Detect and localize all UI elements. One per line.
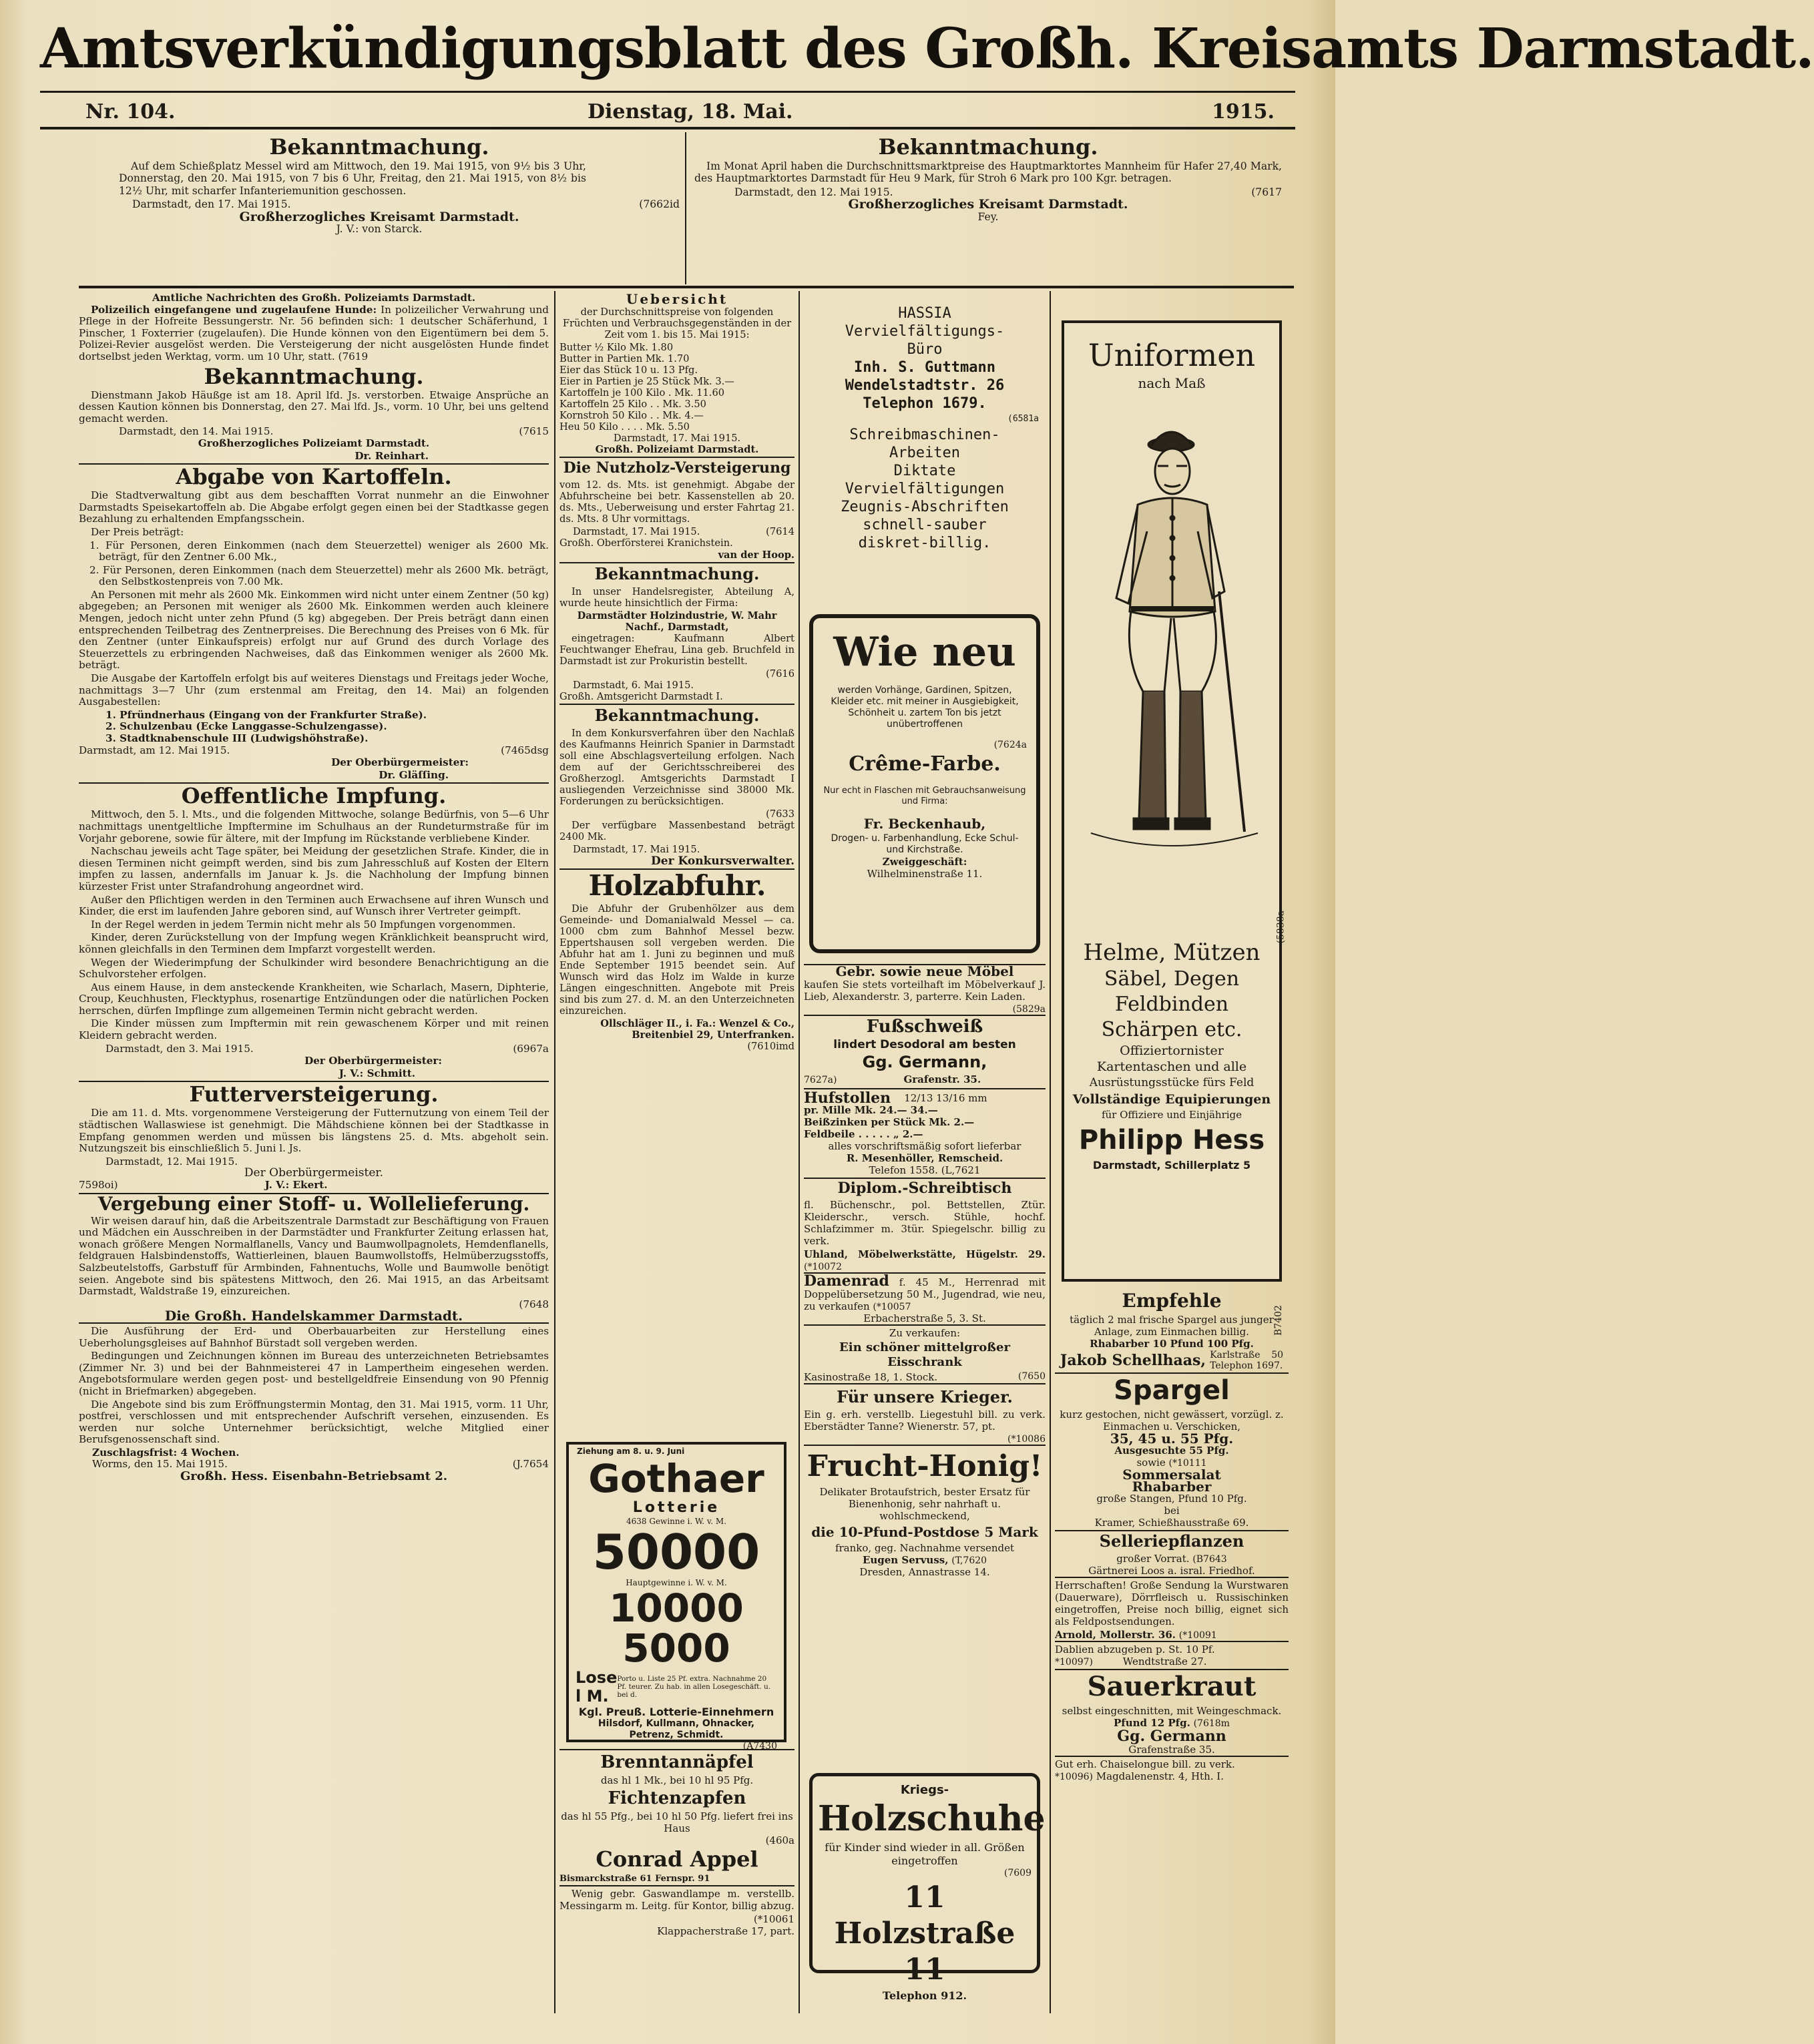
sauer-addr: Grafenstraße 35. — [1128, 1744, 1215, 1756]
eisenbahn-authority: Großh. Hess. Eisenbahn-Betriebsamt 2. — [180, 1469, 448, 1484]
fuss-heading: Fußschweiß — [804, 1015, 1046, 1037]
hassia-l11: Zeugnis-Abschriften — [841, 499, 1009, 515]
holz-body: Die Abfuhr der Grubenhölzer aus dem Gemeinde- und Domanialwald Messel — ca. 1000 cbm zum Bahnhof Messel bezw. Eppertshausen soll vergeben werden. Die Abfuhr hat am 1. Juni zu beginnen und muß Ende September 1915 beendet sein. Auf Wunsch wird das Holz im Walde in kurze Längen eingeschnitten. Angebote mit Preis sind bis zum 27. d. M. an den Unterzeichneten einzureichen. — [559, 903, 795, 1017]
vergebung-ref: (7648 — [519, 1298, 549, 1310]
sauer-line: Pfund 12 Pfg. — [1114, 1717, 1190, 1729]
wieneu-body: werden Vorhänge, Gardinen, Spitzen, Kleider etc. mit meiner in Ausgiebigkeit, Schönheit u. zartem Ton bis jetzt unübertroffenen — [831, 685, 1019, 730]
top-right-place-text: Darmstadt, den 12. Mai 1915. — [734, 186, 893, 198]
masthead-rule-top — [40, 91, 1295, 93]
kartoffeln-s2: 2. Schulzenbau (Ecke Langgasse-Schulzengasse). — [105, 720, 387, 733]
hassia-ref: (6581a — [1007, 414, 1039, 424]
spargel-ad-side-ref: B7402 — [1273, 1305, 1285, 1336]
konkurs-body2: Der verfügbare Massenbestand beträgt 2400 Mk. — [559, 820, 795, 842]
impfung-body6: Wegen der Wiederimpfung der Schulkinder wird besondere Benachrichtigung an die Schulvorsteher erfolgen. — [79, 956, 549, 981]
lotterie-m1: 10000 — [609, 1585, 744, 1631]
tanne-ad — [559, 1749, 795, 1937]
impfung-body7: Aus einem Hause, in dem ansteckende Krankheiten, wie Scharlach, Masern, Diphterie, Croup, Keuchhusten, Flecktyphus, rosenartige Entzündungen oder die natürlichen Pocken herrschen, dürfen Impflinge zum allgemeinen Termin nicht gebracht werden. — [79, 981, 549, 1017]
honig-body: Delikater Brotaufstrich, bester Ersatz für Bienenhonig, sehr nahrhaft u. wohlschmeckend, — [819, 1486, 1030, 1522]
uniform-sub: nach Maß — [1138, 375, 1206, 391]
top-left-heading: Bekanntmachung. — [269, 134, 489, 160]
honig-firm: Eugen Servuss, — [862, 1554, 949, 1566]
kartoffeln-place — [79, 745, 549, 757]
nutzholz-place: Darmstadt, 17. Mai 1915. — [573, 526, 700, 537]
spargel2-addr: Kramer, Schießhausstraße 69. — [1094, 1517, 1249, 1529]
hassia-l6: Telephon 1679. — [863, 395, 987, 412]
col-divider-3 — [1050, 291, 1051, 2013]
lotterie-lose-row — [569, 1668, 784, 1706]
kartoffeln-body3: Die Ausgabe der Kartoffeln erfolgt bis auf weiteres Dienstags und Freitags jeder Woche, nachmittags 3—7 Uhr (zum erstenmal am Freitag, den 14. Mai) an folgenden Ausgabestellen: — [79, 672, 549, 708]
dablin-block — [1055, 1641, 1289, 1668]
top-left-place-text: Darmstadt, den 17. Mai 1915. — [132, 198, 291, 211]
schreib-ref: (*10072 — [804, 1262, 842, 1272]
tanne-lampe: Wenig gebr. Gaswandlampe m. verstellb. Messingarm m. Leitg. für Kontor, billig abzug. — [559, 1885, 795, 1912]
uniform-ref: (5838a — [1275, 911, 1286, 944]
uniform-l1: Helme, Mützen — [1083, 939, 1261, 966]
huf-tel-row — [804, 1164, 1046, 1176]
uniform-l2: Säbel, Degen — [1104, 967, 1240, 991]
kartoffeln-p1: 1. Für Personen, deren Einkommen (nach dem Steuerzettel) weniger als 2600 Mk. beträgt, für den Zentner 6.00 Mk., — [89, 539, 549, 563]
spargel2-body: kurz gestochen, nicht gewässert, vorzügl. z. Einmachen u. Verschicken, — [1060, 1409, 1284, 1433]
dienstmann-signer: Dr. Reinhart. — [355, 449, 429, 462]
wieneu-note: Nur echt in Flaschen mit Gebrauchsanweisung und Firma: — [823, 786, 1026, 806]
top-left-signer: J. V.: von Starck. — [336, 223, 423, 236]
uebersicht-row: Kartoffeln je 100 Kilo . Mk. 11.60 — [559, 387, 725, 399]
uebersicht-authority: Großh. Polizeiamt Darmstadt. — [595, 444, 759, 455]
dienstmann-authority: Großherzogliches Polizeiamt Darmstadt. — [198, 437, 430, 449]
chaise-ref: *10096) — [1055, 1772, 1093, 1782]
gross-block — [804, 1324, 1046, 1383]
hassia-l12: schnell-sauber — [863, 517, 987, 533]
impfung-ref: (6967a — [513, 1042, 549, 1055]
chaise-block — [1055, 1756, 1289, 1782]
dablin-addr: Wendtstraße 27. — [1122, 1655, 1207, 1668]
spargel2-sowie: sowie — [1136, 1457, 1166, 1469]
top-left-body: Auf dem Schießplatz Messel wird am Mittwoch, den 19. Mai 1915, von 9½ bis 3 Uhr, Donnerstag, den 20. Mai 1915, von 7 bis 6 Uhr, Freitag, den 21. Mai 1915, von 8½ bis 12½ Uhr, mit scharfer Infanteriemunition geschossen. — [119, 160, 586, 197]
tanne-firm: Conrad Appel — [596, 1846, 758, 1872]
lotterie-m2: 5000 — [622, 1625, 730, 1671]
column-1 — [79, 292, 549, 1483]
holzschuhe-heading: Holzschuhe — [818, 1798, 1046, 1839]
chaise-body: Gut erh. Chaiselongue bill. zu verk. — [1055, 1758, 1235, 1770]
nutzholz-signer: van der Hoop. — [718, 549, 795, 561]
impfung-body3: Außer den Pflichtigen werden in den Terminen auch Erwachsene auf ihren Wunsch und Kinder, die erst im laufenden Jahre geboren sind, auf Wunsch ihrer Vertreter geimpft. — [79, 893, 549, 918]
impfung-body4: In der Regel werden in jedem Termin nicht mehr als 50 Impfungen vorgenommen. — [91, 918, 516, 931]
uebersicht-row: Kornstroh 50 Kilo . . Mk. 4.— — [559, 410, 704, 421]
hassia-l1: HASSIA — [898, 305, 951, 322]
lotterie-haupt: Hauptgewinne i. W. v. M. — [626, 1578, 727, 1587]
uebersicht-row: Heu 50 Kilo . . . . Mk. 5.50 — [559, 421, 690, 433]
kartoffeln-p2: 2. Für Personen, deren Einkommen (nach dem Steuerzettel) mehr als 2600 Mk. beträgt, den Selbstkostenpreis von 7.00 Mk. — [89, 563, 549, 588]
uniform-heading: Uniformen — [1088, 337, 1256, 373]
lotterie-date: Ziehung am 8. u. 9. Juni — [577, 1447, 685, 1456]
column-3 — [804, 963, 1046, 1578]
hassia-l5: Wendelstadtstr. 26 — [845, 377, 1005, 394]
hassia-l7: Schreibmaschinen- — [849, 427, 1000, 443]
dienstmann-place-text: Darmstadt, den 14. Mai 1915. — [119, 425, 274, 438]
holzschuhe-addr: 11 Holzstraße 11 — [834, 1880, 1015, 1987]
wieneu-branch-addr: Wilhelminenstraße 11. — [867, 868, 983, 880]
dienstmann-heading: Bekanntmachung. — [204, 363, 424, 389]
handel-ref: (7616 — [766, 668, 795, 680]
police-title: Amtliche Nachrichten des Großh. Polizeiamts Darmstadt. — [152, 292, 475, 304]
wieneu-product: Crême-Farbe. — [849, 752, 1001, 776]
top-right-notice — [694, 134, 1282, 223]
moebel-ref: (5829a — [1012, 1004, 1046, 1015]
honig-offer: die 10-Pfund-Postdose 5 Mark — [811, 1524, 1038, 1540]
tanne-line2: das hl 55 Pfg., bei 10 hl 50 Pfg. liefert frei ins Haus — [561, 1810, 793, 1834]
handel-place: Darmstadt, 6. Mai 1915. — [573, 680, 694, 691]
holzschuhe-ref: (7609 — [1003, 1868, 1032, 1878]
dienstmann-ref: (7615 — [519, 425, 549, 438]
top-right-heading: Bekanntmachung. — [878, 134, 1098, 160]
dablin-ref: *10097) — [1055, 1657, 1093, 1668]
honig-ref: (T,7620 — [951, 1555, 987, 1566]
rad-ref: (*10057 — [873, 1302, 911, 1312]
uebersicht-intro: der Durchschnittspreise von folgenden Früchten und Verbrauchsgegenständen in der Zeit vom 1. bis 15. Mai 1915: — [562, 306, 792, 340]
uniform-l9: für Offiziere und Einjährige — [1101, 1109, 1242, 1121]
lotterie-ad — [566, 1442, 786, 1752]
wieneu-ref: (7624a — [993, 740, 1027, 750]
uniform-addr: Darmstadt, Schillerplatz 5 — [1092, 1159, 1251, 1172]
tanne-lampe-addr: Klappacherstraße 17, part. — [657, 1925, 795, 1937]
wieneu-ad — [809, 614, 1040, 953]
gross-addr: Kasinostraße 18, 1. Stock. — [804, 1371, 938, 1383]
sauer-firm: Gg. Germann — [1117, 1728, 1226, 1745]
hassia-l2: Vervielfältigungs- — [845, 323, 1005, 340]
fuss-body: lindert Desodoral am besten — [833, 1038, 1016, 1051]
herrschaften-body: Herrschaften! Große Sendung la Wurstwaren (Dauerware), Dörrfleisch u. Russischinken eingetroffen, Preise noch billig, eignet sich als Feldpostsendungen. — [1055, 1577, 1289, 1627]
hassia-l13: diskret-billig. — [858, 535, 991, 551]
sauer-body: selbst eingeschnitten, mit Weingeschmack. — [1062, 1705, 1282, 1717]
lotterie-lose: Lose l M. — [576, 1668, 618, 1706]
sauer-heading: Sauerkraut — [1055, 1669, 1289, 1704]
eisenbahn-body1: Die Ausführung der Erd- und Oberbauarbeiten zur Herstellung eines Ueberholungsgleises auf Bahnhof Bürstadt soll vergeben werden. — [79, 1322, 549, 1349]
handel-heading: Bekanntmachung. — [559, 562, 795, 585]
wieneu-firm2: Drogen- u. Farbenhandlung, Ecke Schul- und Kirchstraße. — [831, 833, 1019, 855]
honig-block — [804, 1445, 1046, 1578]
huf-l2: Beißzinken per Stück Mk. 2.— — [804, 1116, 975, 1128]
nutzholz-heading: Die Nutzholz-Versteigerung — [559, 457, 795, 478]
wieneu-firm: Fr. Beckenhaub, — [863, 816, 986, 832]
impfung-signer: J. V.: Schmitt. — [338, 1067, 415, 1079]
column-4 — [1055, 1288, 1289, 1782]
holz-ref: (7610imd — [747, 1041, 795, 1052]
gross-heading: Ein schöner mittelgroßer Eisschrank — [839, 1340, 1010, 1369]
eisenbahn-ref: (J.7654 — [512, 1458, 549, 1471]
police-ref: (7619 — [338, 350, 369, 362]
uebersicht-row: Kartoffeln 25 Kilo . . Mk. 3.50 — [559, 399, 706, 410]
holzschuhe-pre: Kriegs- — [900, 1783, 949, 1797]
top-right-signer: Fey. — [977, 210, 999, 223]
lotterie-ref: (A7430 — [742, 1741, 777, 1752]
herrschaften-ref: (*10091 — [1178, 1630, 1217, 1641]
huf-sizes: 12/13 13/16 mm — [904, 1092, 987, 1104]
holzschuhe-ad — [809, 1773, 1046, 2002]
krieger-ref: (*10086 — [1007, 1434, 1046, 1445]
issue-year: 1915. — [1212, 100, 1275, 123]
schreib-heading: Diplom.-Schreibtisch — [804, 1178, 1046, 1198]
top-divider — [685, 132, 686, 284]
fuss-firm: Gg. Germann, — [862, 1053, 987, 1071]
uebersicht-rows — [559, 342, 795, 433]
rad-heading: Damenrad — [804, 1272, 889, 1290]
spargel2-prices: 35, 45 u. 55 Pfg. — [1110, 1431, 1234, 1447]
dienstmann-place — [79, 426, 549, 438]
krieger-body: Ein g. erh. verstellb. Liegestuhl bill. zu verk. Eberstädter Tanne? Wienerstr. 57, pt. — [804, 1409, 1046, 1433]
lotterie-title: Gothaer — [588, 1456, 764, 1501]
impfung-body2: Nachschau jeweils acht Tage später, bei Meidung der gesetzlichen Strafe. Kinder, die in diesen Terminen nicht geimpft werden, sind bis zum Jahresschluß auf Kosten der Eltern impfen zu lassen, andernfalls im Januar k. Js. die Nachholung der Impfung binnen kürzester Frist unter Strafandrohung angeordnet wird. — [79, 845, 549, 892]
konkurs-ref: (7633 — [766, 808, 795, 820]
huf-block — [804, 1088, 1046, 1176]
top-left-authority: Großherzogliches Kreisamt Darmstadt. — [239, 209, 519, 224]
lotterie-agent: Kgl. Preuß. Lotterie-Einnehmern — [578, 1706, 774, 1718]
spargel2-heading: Spargel — [1055, 1372, 1289, 1407]
chaise-addr: Magdalenenstr. 4, Hth. I. — [1096, 1770, 1224, 1782]
holzschuhe-body: für Kinder sind wieder in all. Größen eingetroffen — [825, 1841, 1025, 1867]
issue-date: Dienstag, 18. Mai. — [588, 100, 793, 123]
uebersicht-row: Eier das Stück 10 u. 13 Pfg. — [559, 364, 698, 376]
uniform-l3: Feldbinden — [1114, 993, 1229, 1016]
uebersicht-row: Butter in Partien Mk. 1.70 — [559, 353, 690, 364]
konkurs-authority: Der Konkursverwalter. — [651, 854, 795, 868]
spargel2-ref: (*10111 — [1168, 1458, 1207, 1469]
uebersicht-row: Butter ½ Kilo Mk. 1.80 — [559, 342, 674, 353]
tanne-lampe-ref: (*10061 — [753, 1913, 795, 1925]
tanne-ref: (460a — [765, 1834, 795, 1846]
spargel2-bei: bei — [1164, 1505, 1180, 1517]
nutzholz-body: vom 12. ds. Mts. ist genehmigt. Abgabe der Abfuhrscheine bei betr. Kassenstellen ab 20. ds. Mts., Ueberweisung und erster Fahrtag 21. ds. Mts. 8 Uhr vormittags. — [559, 479, 795, 525]
holz-firm: Ollschläger II., i. Fa.: Wenzel & Co., Breitenbiel 29, Unterfranken. — [600, 1018, 795, 1041]
impfung-place-text: Darmstadt, den 3. Mai 1915. — [105, 1042, 254, 1055]
lotterie-sub: Lotterie — [632, 1499, 720, 1516]
nutzholz-ref: (7614 — [766, 526, 795, 537]
impfung-authority: Der Oberbürgermeister: — [304, 1055, 442, 1067]
sellerie-addr: Gärtnerei Loos a. isral. Friedhof. — [1088, 1565, 1255, 1577]
eisenbahn-body2: Bedingungen und Zeichnungen können im Bureau des unterzeichneten Betriebsamtes (Zimmer Nr. 3) und bei der Bahnmeisterei 47 in Lampertheim eingesehen werden. Angebotsformulare werden gegen post- und bestellgeldfreie Einsendung von 90 Pfennig (nicht in Briefmarken) abgegeben. — [79, 1350, 549, 1397]
krieger-heading: Für unsere Krieger. — [837, 1387, 1013, 1407]
hassia-l9: Diktate — [893, 463, 956, 479]
futter-signer: J. V.: Ekert. — [264, 1179, 328, 1191]
kartoffeln-signer: Dr. Gläſſing. — [379, 768, 449, 781]
spargel-ad-body: täglich 2 mal frische Spargel aus junger Anlage, zum Einmachen billig. — [1070, 1314, 1274, 1338]
kartoffeln-s1: 1. Pfründnerhaus (Eingang von der Frankfurter Straße). — [105, 708, 427, 721]
huf-tel: Telefon 1558. — [869, 1164, 938, 1176]
hassia-l10: Vervielfältigungen — [845, 481, 1005, 497]
huf-ref: (L,7621 — [941, 1164, 981, 1176]
futter-body: Die am 11. d. Mts. vorgenommene Versteigerung der Futternutzung von einem Teil der städtischen Wallaswiese ist genehmigt. Die Mähdschiene können bei der Stadtkasse in Empfang genommen werden und müssen bis längstens 25. d. Mts. abgeholt sein. Nutzungszeit bis einschließlich 5. Juni l. Js. — [79, 1107, 549, 1155]
uniform-l5: Offiziertornister — [1120, 1043, 1224, 1058]
uniform-ad — [1062, 320, 1286, 1282]
fuss-addr: Grafenstr. 35. — [903, 1073, 981, 1085]
huf-l1: pr. Mille Mk. 24.— 34.— — [804, 1104, 938, 1116]
futter-sign-row — [79, 1180, 549, 1192]
rad-block — [804, 1272, 1046, 1324]
impfung-heading: Oeffentliche Impfung. — [79, 782, 549, 808]
top-left-ref: (7662id — [639, 198, 680, 211]
spargel-ad-firm: Jakob Schellhaas, — [1060, 1352, 1206, 1369]
spargel-ad-heading: Empfehle — [1122, 1290, 1222, 1312]
spargel2-price2: 55 Pfg. — [1189, 1445, 1229, 1457]
kartoffeln-price-intro: Der Preis beträgt: — [91, 525, 184, 538]
moebel-heading: Gebr. sowie neue Möbel — [804, 964, 1046, 977]
huf-firm: R. Mesenhöller, Remscheid. — [846, 1152, 1003, 1164]
schreib-firm: Uhland, Möbelwerkstätte, Hügelstr. 29. — [804, 1248, 1046, 1260]
vergebung-heading: Vergebung einer Stoff- u. Wollelieferung. — [79, 1193, 549, 1214]
schreib-row — [804, 1248, 1046, 1272]
lotterie-gewinne: 4638 Gewinne i. W. v. M. — [626, 1517, 726, 1526]
impfung-body1: Mittwoch, den 5. l. Mts., und die folgenden Mittwoche, solange Bedürfnis, von 5—6 Uhr nachmittags unentgeltliche Impftermine im Schulhaus an der Rundeturmstraße für im Vorjahr geborene, sowie für ältere, mit der Impfung im Rückstande verbliebene Kinder. — [79, 808, 549, 844]
honig-addr: Dresden, Annastrasse 14. — [859, 1566, 990, 1578]
uniform-l7: Ausrüstungsstücke fürs Feld — [1089, 1076, 1255, 1089]
konkurs-heading: Bekanntmachung. — [559, 704, 795, 726]
tanne-heading: Brenntannäpfel — [600, 1752, 754, 1772]
gross-pre: Zu verkaufen: — [889, 1327, 961, 1339]
kartoffeln-authority: Der Oberbürgermeister: — [331, 756, 469, 769]
uniform-firm: Philipp Hess — [1078, 1125, 1265, 1156]
huf-head-row — [804, 1089, 1046, 1107]
uniform-l4: Schärpen etc. — [1101, 1018, 1242, 1041]
top-right-ref: (7617 — [1251, 186, 1282, 198]
huf-body: alles vorschriftsmäßig sofort lieferbar — [828, 1140, 1022, 1152]
handel-body: In unser Handelsregister, Abteilung A, wurde heute hinsichtlich der Firma: — [559, 586, 795, 609]
wieneu-branch: Zweiggeschäft: — [882, 856, 967, 868]
kartoffeln-intro: Die Stadtverwaltung gibt aus dem beschafften Vorrat nunmehr an die Einwohner Darmstadts Speisekartoffeln ab. Die Abgabe erfolgt gegen einen bei der Stadtkasse gegen Bezahlung zu erhaltenden Empfangsschein. — [79, 489, 549, 525]
impfung-place — [79, 1043, 549, 1055]
tanne-heading2: Fichtenzapfen — [608, 1788, 746, 1808]
rad-addr: Erbacherstraße 5, 3. St. — [863, 1312, 986, 1324]
police-body: In polizeilicher Verwahrung und Pflege in der Hofreite Bessungerstr. Nr. 56 befinden sich: 1 deutscher Schäferhund, 1 Pinscher, 1 Foxterrier (zugelaufen). Die Hunde können von den Eigentümern bei dem 5. Polizei-Revier ausgelöst werden. Die Versteigerung der nicht ausgelösten Hunde findet dortselbst jeden Werktag, vorm. um 10 Uhr, statt. — [79, 303, 549, 362]
huf-l3: Feldbeile . . . . . „ 2.— — [804, 1128, 923, 1140]
kartoffeln-place-text: Darmstadt, am 12. Mai 1915. — [79, 744, 230, 756]
spargel-ad-firm-row — [1055, 1350, 1289, 1371]
vergebung-authority: Die Großh. Handelskammer Darmstadt. — [164, 1308, 463, 1324]
masthead-title: Amtsverkündigungsblatt des Großh. Kreisamts Darmstadt. — [40, 17, 1814, 81]
handel-authority: Großh. Amtsgericht Darmstadt I. — [559, 691, 723, 702]
vergebung-body: Wir weisen darauf hin, daß die Arbeitszentrale Darmstadt zur Beschäftigung von Frauen und Mädchen ein Ausschreiben in der Darmstädter und Frankfurter Zeitung erlassen hat, wonach größere Mengen Normalflanells, Vancy und Baumwollpagnolets, Hemdenflanells, feldgrauen Halsbindenstoffs, Wattierleinen, blauen Baumwollstoffs, Helmüberzugsstoffs, Salzbeutelstoffs, Garbstuff für Armbinden, Fahnentuchs, Wolle und Baumwolle benötigt seien. Angebote sind bis spätestens Mittwoch, den 26. Mai 1915, an das Arbeitsamt Darmstadt, Waldstraße 19, einzureichen. — [79, 1214, 549, 1298]
futter-ref: 7598oi) — [79, 1179, 118, 1191]
sauer-ref: (7618m — [1193, 1718, 1230, 1729]
impfung-body8: Die Kinder müssen zum Impftermin mit rein gewaschenem Körper und mit reinen Kleidern gebracht werden. — [79, 1017, 549, 1042]
issue-number: Nr. 104. — [85, 100, 176, 123]
dablin-body: Dablien abzugeben p. St. 10 Pf. — [1055, 1643, 1215, 1655]
hassia-l4: Inh. S. Guttmann — [854, 359, 995, 376]
uniform-l8: Vollständige Equipierungen — [1072, 1092, 1271, 1107]
top-right-body: Im Monat April haben die Durchschnittsmarktpreise des Hauptmarktortes Mannheim für Hafer 27,40 Mark, des Hauptmarktortes Darmstadt für Heu 9 Mark, für Stroh 6 Mark pro 100 Kgr. betragen. — [694, 160, 1282, 185]
eisenbahn-frist: Zuschlagsfrist: 4 Wochen. — [92, 1446, 240, 1459]
section-rule — [79, 286, 1294, 288]
sellerie-heading: Selleriepflanzen — [1055, 1530, 1289, 1551]
uniform-l6: Kartentaschen und alle — [1096, 1059, 1247, 1074]
honig-body2: franko, geg. Nachnahme versendet — [835, 1542, 1015, 1554]
hassia-l8: Arbeiten — [889, 445, 960, 461]
police-sub: Polizeilich eingefangene und zugelaufene Hunde: — [91, 303, 377, 316]
dienstmann-body: Dienstmann Jakob Häußge ist am 18. April lfd. Js. verstorben. Etwaige Ansprüche an dessen Kaution können bis Donnerstag, den 27. Mai lfd. Js., vorm. 10 Uhr, bei uns geltend gemacht werden. — [79, 389, 549, 425]
futter-place: Darmstadt, 12. Mai 1915. — [105, 1155, 238, 1168]
spargel-ad-addr: Karlstraße 50 Telephon 1697. — [1210, 1350, 1284, 1371]
spargel2-line: große Stangen, Pfund 10 Pfg. — [1096, 1493, 1247, 1505]
handel-firm: Darmstädter Holzindustrie, W. Mahr Nachf., Darmstadt, — [577, 610, 777, 633]
fuss-row — [804, 1073, 1046, 1085]
top-right-authority: Großherzogliches Kreisamt Darmstadt. — [848, 197, 1128, 212]
uebersicht-place: Darmstadt, 17. Mai 1915. — [613, 433, 741, 444]
tanne-line1: das hl 1 Mk., bei 10 hl 95 Pfg. — [600, 1774, 754, 1786]
impfung-body5: Kinder, deren Zurückstellung von der Impfung wegen Kränklichkeit beansprucht wird, können gleichfalls in den Terminen dem Impfarzt vorgestellt werden. — [79, 931, 549, 955]
gross-ref: (7650 — [1017, 1371, 1046, 1382]
eisenbahn-place-text: Worms, den 15. Mai 1915. — [92, 1458, 228, 1471]
col-divider-1 — [554, 291, 555, 2013]
rad-body: f. 45 M., Herrenrad mit Doppelübersetzung 50 M., Jugendrad, wie neu, zu verkaufen — [804, 1276, 1046, 1312]
spargel2-rhabarber: Rhabarber — [1132, 1479, 1212, 1495]
hassia-l3: Büro — [907, 341, 943, 358]
top-left-notice — [79, 134, 680, 235]
uebersicht-row: Eier in Partien je 25 Stück Mk. 3.— — [559, 376, 734, 387]
top-left-place — [79, 198, 680, 210]
lotterie-names: Hilsdorf, Kullmann, Ohnacker, Petrenz, Schmidt. — [598, 1718, 755, 1740]
konkurs-body: In dem Konkursverfahren über den Nachlaß des Kaufmanns Heinrich Spanier in Darmstadt soll eine Abschlagsverteilung erfolgen. Nach dem auf der Gerichtsschreiberei des Großherzogl. Amtsgerichts Darmstadt I ausliegenden Verzeichnisse sind 38000 Mk. Forderungen zu berücksichtigen. — [559, 728, 795, 807]
handel-body2: eingetragen: Kaufmann Albert Feuchtwanger Ehefrau, Lina geb. Bruchfeld in Darmstadt ist zur Prokuristin bestellt. — [559, 633, 795, 667]
kartoffeln-s3: 3. Stadtknabenschule III (Ludwigshöhstraße). — [105, 732, 369, 744]
lotterie-porto: Porto u. Liste 25 Pf. extra. Nachnahme 20 Pf. teurer. Zu hab. in allen Losegeschäft. u. bei d. — [617, 1675, 771, 1699]
nutzholz-authority: Großh. Oberförsterei Kranichstein. — [559, 537, 733, 549]
masthead-rule-bottom — [40, 127, 1295, 130]
futter-authority: Der Oberbürgermeister. — [244, 1166, 384, 1180]
moebel-body: kaufen Sie stets vorteilhaft im Möbelverkauf J. Lieb, Alexanderstr. 3, parterre. Kein Laden. — [804, 979, 1046, 1003]
sellerie-ref: (B7643 — [1192, 1554, 1227, 1565]
lotterie-big: 50000 — [592, 1524, 760, 1580]
sellerie-body: großer Vorrat. — [1116, 1553, 1190, 1565]
huf-heading: Hufstollen — [804, 1089, 891, 1107]
holzschuhe-tel: Telephon 912. — [882, 1989, 967, 2002]
honig-heading: Frucht-Honig! — [807, 1449, 1043, 1483]
futter-heading: Futterversteigerung. — [79, 1081, 549, 1106]
krieger-block — [804, 1383, 1046, 1445]
column-2 — [559, 292, 795, 1052]
kartoffeln-body2: An Personen mit mehr als 2600 Mk. Einkommen wird nicht unter einem Zentner (50 kg) abgegeben; an Personen mit weniger als 2600 Mk. Einkommen werden auch kleinere Mengen, jedoch nicht unter zehn Pfund (5 kg) abgegeben. Der Preis beträgt dann einen entsprechenden Teilbetrag des Zentnerpreises. Die Berechnung des Preises von 6 Mk. für den Zentner (unter Einkaufspreis) erfolgt nur auf Grund des durch Vorlage des Steuerzettels zu erbringenden Nachweises, daß das Einkommen weniger als 2600 Mk. beträgt. — [79, 588, 549, 672]
kartoffeln-ref: (7465dsg — [501, 744, 549, 756]
uebersicht-heading: Uebersicht — [626, 291, 728, 307]
herrschaften-firm: Arnold, Mollerstr. 36. — [1055, 1629, 1176, 1641]
fuss-ref: 7627a) — [804, 1075, 837, 1085]
col-divider-2 — [799, 291, 800, 2013]
holz-heading: Holzabfuhr. — [559, 868, 795, 902]
spargel2-salat: Sommersalat — [1122, 1467, 1221, 1483]
hassia-ad — [804, 304, 1046, 605]
tanne-addr: Bismarckstraße 61 Fernspr. 91 — [559, 1874, 710, 1884]
spargel2-pre: Ausgesuchte — [1114, 1445, 1186, 1457]
wieneu-title: Wie neu — [833, 629, 1016, 676]
spargel-ad-line: Rhabarber 10 Pfund 100 Pfg. — [1090, 1338, 1254, 1350]
eisenbahn-body3: Die Angebote sind bis zum Eröffnungstermin Montag, den 31. Mai 1915, vorm. 11 Uhr, postfrei, verschlossen und mit entsprechender Aufschrift versehen, einzusenden. Es werden nur solche Unternehmer berücksichtigt, welche Mitglied einer Berufsgenossenschaft sind. — [79, 1398, 549, 1446]
soldier-illustration — [1064, 391, 1279, 939]
kartoffeln-heading: Abgabe von Kartoffeln. — [79, 463, 549, 489]
schreib-body: fl. Büchenschr., pol. Bettstellen, Ztür. Kleiderschr., versch. Stühle, hochf. Schlafzimmer m. 3tür. Spiegelschr. billig zu verk. — [804, 1199, 1046, 1247]
konkurs-place: Darmstadt, 17. Mai 1915. — [573, 844, 700, 855]
